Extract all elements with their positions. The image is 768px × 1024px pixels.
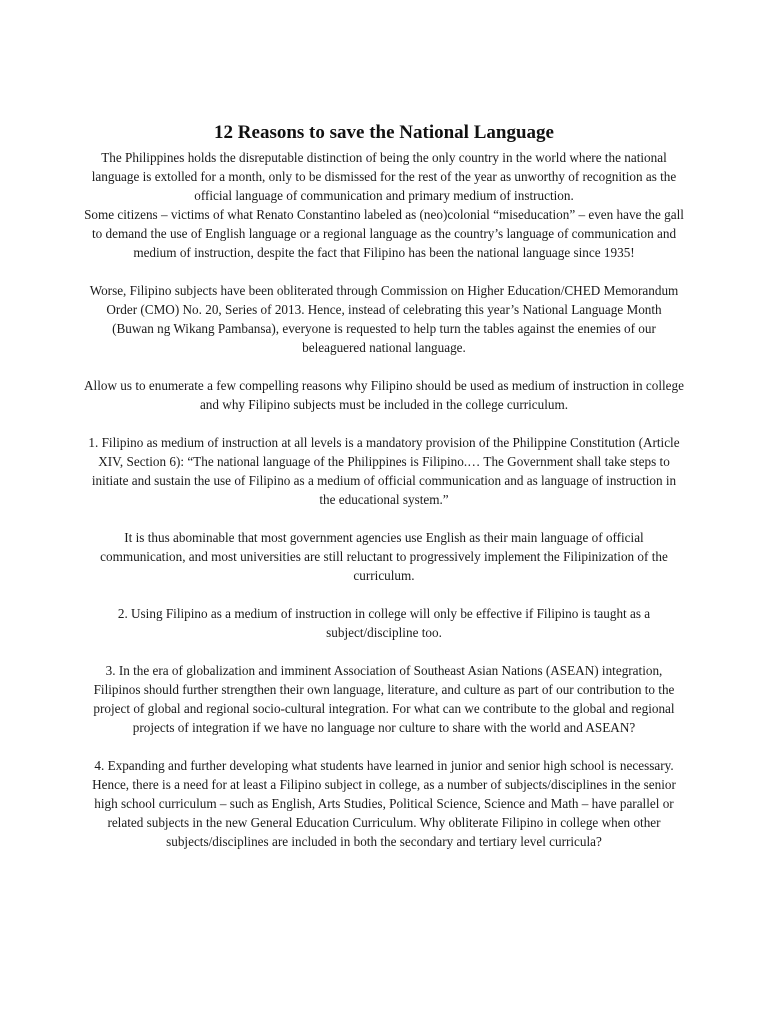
paragraph-ched-order: Worse, Filipino subjects have been obliterated through Commission on Higher Education/CHED Memorandum Order (CMO) No. 20, Series of 2013. Hence, instead of celebrating this year’s National Language Month (Buwan ng Wikang Pambansa), everyone is requested to help turn the tables against the enemies of our beleaguered national language. xyxy=(89,283,679,355)
paragraph-abominable: It is thus abominable that most government agencies use English as their main language of official communication, and most universities are still reluctant to progressively implement the Filipinization of the curriculum. xyxy=(100,530,668,583)
paragraph-spacer xyxy=(84,737,684,756)
paragraph-reason-3: 3. In the era of globalization and imminent Association of Southeast Asian Nations (ASEAN) integration, Filipinos should further strengthen their own language, literature, and culture as part of our contribution to the project of global and regional socio-cultural integration. For what can we contribute to the global and regional projects of integration if we have no language nor culture to share with the world and ASEAN? xyxy=(93,663,675,735)
paragraph-enumerate: Allow us to enumerate a few compelling reasons why Filipino should be used as medium of instruction in college and why Filipino subjects must be included in the college curriculum. xyxy=(84,378,684,412)
paragraph-reason-2: 2. Using Filipino as a medium of instruction in college will only be effective if Filipino is taught as a subject/discipline too. xyxy=(117,606,651,640)
paragraph-spacer xyxy=(84,585,684,604)
paragraph-reason-4: 4. Expanding and further developing what students have learned in junior and senior high school is necessary. Hence, there is a need for at least a Filipino subject in college, as a number of subjects/disciplines in the senior high school curriculum – such as English, Arts Studies, Political Science, Science and Math – have parallel or related subjects in the new General Education Curriculum. Why obliterate Filipino in college when other subjects/disciplines are included in both the secondary and tertiary level curricula? xyxy=(92,758,676,849)
paragraph-spacer xyxy=(84,414,684,433)
paragraph-miseducation: Some citizens – victims of what Renato Constantino labeled as (neo)colonial “miseducation” – even have the gall to demand the use of English language or a regional language as the country’s language of communication and medium of instruction, despite the fact that Filipino has been the national language since 1935! xyxy=(84,207,684,260)
document-page xyxy=(84,121,684,851)
paragraph-intro: The Philippines holds the disreputable distinction of being the only country in the world where the national language is extolled for a month, only to be dismissed for the rest of the year as unworthy of recognition as the official language of communication and primary medium of instruction. xyxy=(91,150,677,203)
paragraph-spacer xyxy=(84,642,684,661)
document-title: 12 Reasons to save the National Language xyxy=(214,122,554,143)
paragraph-spacer xyxy=(84,357,684,376)
paragraph-spacer xyxy=(84,262,684,281)
paragraph-reason-1: 1. Filipino as medium of instruction at all levels is a mandatory provision of the Philippine Constitution (Article XIV, Section 6): “The national language of the Philippines is Filipino.… The Government shall take steps to initiate and sustain the use of Filipino as a medium of official communication and as language of instruction in the educational system.” xyxy=(88,435,680,507)
paragraph-spacer xyxy=(84,509,684,528)
